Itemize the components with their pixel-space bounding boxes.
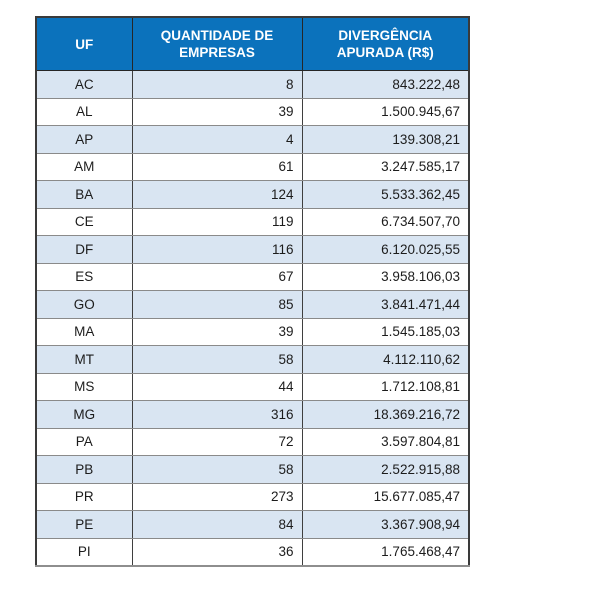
- table-row: [36, 456, 469, 484]
- empresas-cell: 84: [132, 511, 302, 539]
- empresas-cell: 124: [132, 181, 302, 209]
- table-row: [36, 401, 469, 429]
- divergencia-cell: 6.120.025,55: [302, 236, 469, 264]
- uf-cell: PI: [36, 538, 132, 566]
- divergencia-cell: 3.841.471,44: [302, 291, 469, 319]
- uf-cell: AM: [36, 153, 132, 181]
- empresas-cell: 316: [132, 401, 302, 429]
- uf-divergence-table: [35, 16, 470, 567]
- uf-cell: CE: [36, 208, 132, 236]
- table-row: [36, 346, 469, 374]
- divergencia-cell: 15.677.085,47: [302, 483, 469, 511]
- empresas-cell: 4: [132, 126, 302, 154]
- empresas-cell: 61: [132, 153, 302, 181]
- uf-cell: GO: [36, 291, 132, 319]
- uf-cell: AL: [36, 98, 132, 126]
- empresas-cell: 39: [132, 98, 302, 126]
- table-row: [36, 71, 469, 99]
- divergencia-cell: 2.522.915,88: [302, 456, 469, 484]
- divergencia-cell: 1.765.468,47: [302, 538, 469, 566]
- header-cell-quantidade-empresas: QUANTIDADE DE EMPRESAS: [132, 17, 302, 71]
- empresas-cell: 44: [132, 373, 302, 401]
- table-row: [36, 126, 469, 154]
- table-row: [36, 291, 469, 319]
- empresas-cell: 58: [132, 346, 302, 374]
- table-row: [36, 428, 469, 456]
- header-cell-divergencia-apurada: DIVERGÊNCIA APURADA (R$): [302, 17, 469, 71]
- divergencia-cell: 1.500.945,67: [302, 98, 469, 126]
- table-row: [36, 538, 469, 566]
- uf-cell: BA: [36, 181, 132, 209]
- empresas-cell: 58: [132, 456, 302, 484]
- divergencia-cell: 139.308,21: [302, 126, 469, 154]
- uf-cell: PR: [36, 483, 132, 511]
- table-row: [36, 208, 469, 236]
- uf-divergence-table-container: [35, 16, 470, 567]
- table-row: [36, 98, 469, 126]
- table-row: [36, 318, 469, 346]
- uf-cell: AP: [36, 126, 132, 154]
- header-row: [36, 17, 469, 71]
- table-row: [36, 236, 469, 264]
- divergencia-cell: 5.533.362,45: [302, 181, 469, 209]
- table-row: [36, 153, 469, 181]
- header-cell-uf: UF: [36, 17, 132, 71]
- empresas-cell: 39: [132, 318, 302, 346]
- empresas-cell: 67: [132, 263, 302, 291]
- uf-cell: PA: [36, 428, 132, 456]
- uf-cell: MA: [36, 318, 132, 346]
- divergencia-cell: 4.112.110,62: [302, 346, 469, 374]
- divergencia-cell: 18.369.216,72: [302, 401, 469, 429]
- uf-cell: PE: [36, 511, 132, 539]
- divergencia-cell: 3.247.585,17: [302, 153, 469, 181]
- table-header: [36, 17, 469, 71]
- empresas-cell: 119: [132, 208, 302, 236]
- divergencia-cell: 3.958.106,03: [302, 263, 469, 291]
- divergencia-cell: 6.734.507,70: [302, 208, 469, 236]
- uf-cell: MS: [36, 373, 132, 401]
- uf-cell: ES: [36, 263, 132, 291]
- divergencia-cell: 1.712.108,81: [302, 373, 469, 401]
- divergencia-cell: 3.367.908,94: [302, 511, 469, 539]
- empresas-cell: 8: [132, 71, 302, 99]
- empresas-cell: 85: [132, 291, 302, 319]
- empresas-cell: 72: [132, 428, 302, 456]
- empresas-cell: 36: [132, 538, 302, 566]
- uf-cell: DF: [36, 236, 132, 264]
- divergencia-cell: 843.222,48: [302, 71, 469, 99]
- table-body: [36, 71, 469, 567]
- empresas-cell: 273: [132, 483, 302, 511]
- table-row: [36, 483, 469, 511]
- uf-cell: MG: [36, 401, 132, 429]
- table-row: [36, 373, 469, 401]
- table-row: [36, 263, 469, 291]
- divergencia-cell: 3.597.804,81: [302, 428, 469, 456]
- uf-cell: AC: [36, 71, 132, 99]
- empresas-cell: 116: [132, 236, 302, 264]
- uf-cell: PB: [36, 456, 132, 484]
- table-row: [36, 181, 469, 209]
- uf-cell: MT: [36, 346, 132, 374]
- divergencia-cell: 1.545.185,03: [302, 318, 469, 346]
- table-row: [36, 511, 469, 539]
